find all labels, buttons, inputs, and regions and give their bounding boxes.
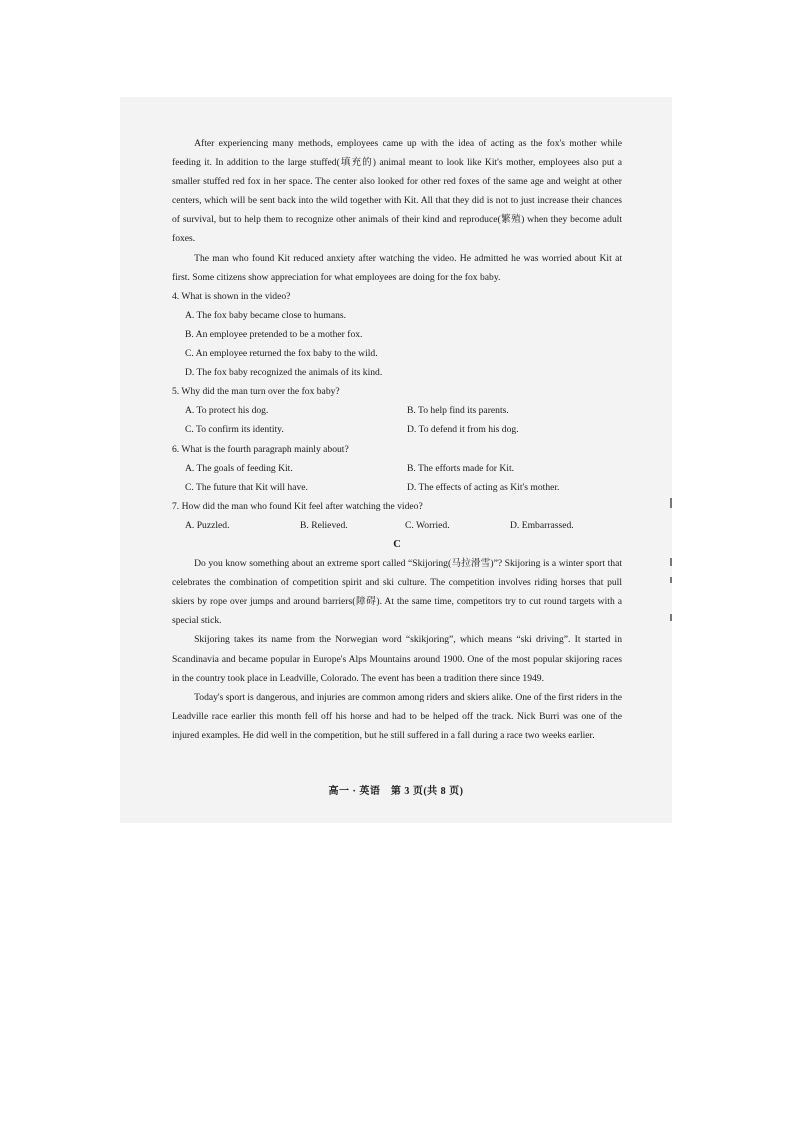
answer-option: C. An employee returned the fox baby to the wild. xyxy=(185,348,378,360)
option-row xyxy=(172,459,622,478)
scan-edge-mark xyxy=(670,577,672,583)
answer-option: D. The effects of acting as Kit's mother. xyxy=(407,481,560,493)
answer-option: C. The future that Kit will have. xyxy=(185,481,308,493)
question-stem: 4. What is shown in the video? xyxy=(172,290,291,302)
option-row xyxy=(172,478,622,497)
answer-option: B. An employee pretended to be a mother fox. xyxy=(185,328,363,340)
paragraph: After experiencing many methods, employees came up with the idea of acting as the fox's mother while feeding it. In addition to the large stuffed(填充的) animal meant to look like Kit's mother, employees also put a smaller stuffed red fox in her space. The center also looked for other red foxes of the same age and weight at other centers, which will be sent back into the wild together with Kit. All that they did is not to just increase their chances of survival, but to help them to recognize other animals of their kind and reproduce(繁殖) when they become adult foxes. xyxy=(172,138,622,245)
answer-option: D. Embarrassed. xyxy=(510,519,574,531)
answer-option: C. To confirm its identity. xyxy=(185,424,284,436)
answer-option: C. Worried. xyxy=(405,519,450,531)
question-stem: 7. How did the man who found Kit feel after watching the video? xyxy=(172,500,423,512)
answer-option: A. The goals of feeding Kit. xyxy=(185,462,293,474)
question-stem: 6. What is the fourth paragraph mainly about? xyxy=(172,443,349,455)
page-footer: 高一 · 英语 第 3 页(共 8 页) xyxy=(328,786,464,797)
scan-edge-mark xyxy=(670,558,672,566)
answer-option: A. Puzzled. xyxy=(185,519,230,531)
option-row xyxy=(172,420,622,439)
page-content xyxy=(172,134,622,745)
scan-edge-mark xyxy=(670,614,672,621)
paragraph: The man who found Kit reduced anxiety after watching the video. He admitted he was worried about Kit at first. Some citizens show appreciation for what employees are doing for the fox baby. xyxy=(172,252,622,283)
paragraph: Do you know something about an extreme sport called “Skijoring(马拉滑雪)”? Skijoring is a winter sport that celebrates the combination of competition spirit and ski culture. The competition involves riding horses that pull skiers by rope over jumps and around barriers(障碍). At the same time, competitors try to cut round targets with a special stick. xyxy=(172,558,622,627)
answer-option: B. Relieved. xyxy=(300,519,348,531)
scan-edge-mark xyxy=(670,498,672,508)
answer-option: A. The fox baby became close to humans. xyxy=(185,309,347,321)
answer-option: B. The efforts made for Kit. xyxy=(407,462,515,474)
option-row xyxy=(172,401,622,420)
answer-option: B. To help find its parents. xyxy=(407,405,509,417)
answer-option: D. The fox baby recognized the animals of its kind. xyxy=(185,367,383,379)
paragraph: Today's sport is dangerous, and injuries are common among riders and skiers alike. One of the first riders in the Leadville race earlier this month fell off his horse and had to be helped off the track. Nick Burri was one of the injured examples. He did well in the competition, but he still suffered in a fall during a race two weeks earlier. xyxy=(172,691,622,741)
answer-option: A. To protect his dog. xyxy=(185,405,269,417)
paragraph: Skijoring takes its name from the Norwegian word “skikjoring”, which means “ski driving”. It started in Scandinavia and became popular in Europe's Alps Mountains around 1900. One of the most popular skijoring races in the country took place in Leadville, Colorado. The event has been a tradition there since 1949. xyxy=(172,634,622,684)
question-stem: 5. Why did the man turn over the fox baby? xyxy=(172,386,340,398)
section-heading: C xyxy=(393,538,401,550)
answer-option: D. To defend it from his dog. xyxy=(407,424,519,436)
option-row xyxy=(172,516,622,535)
